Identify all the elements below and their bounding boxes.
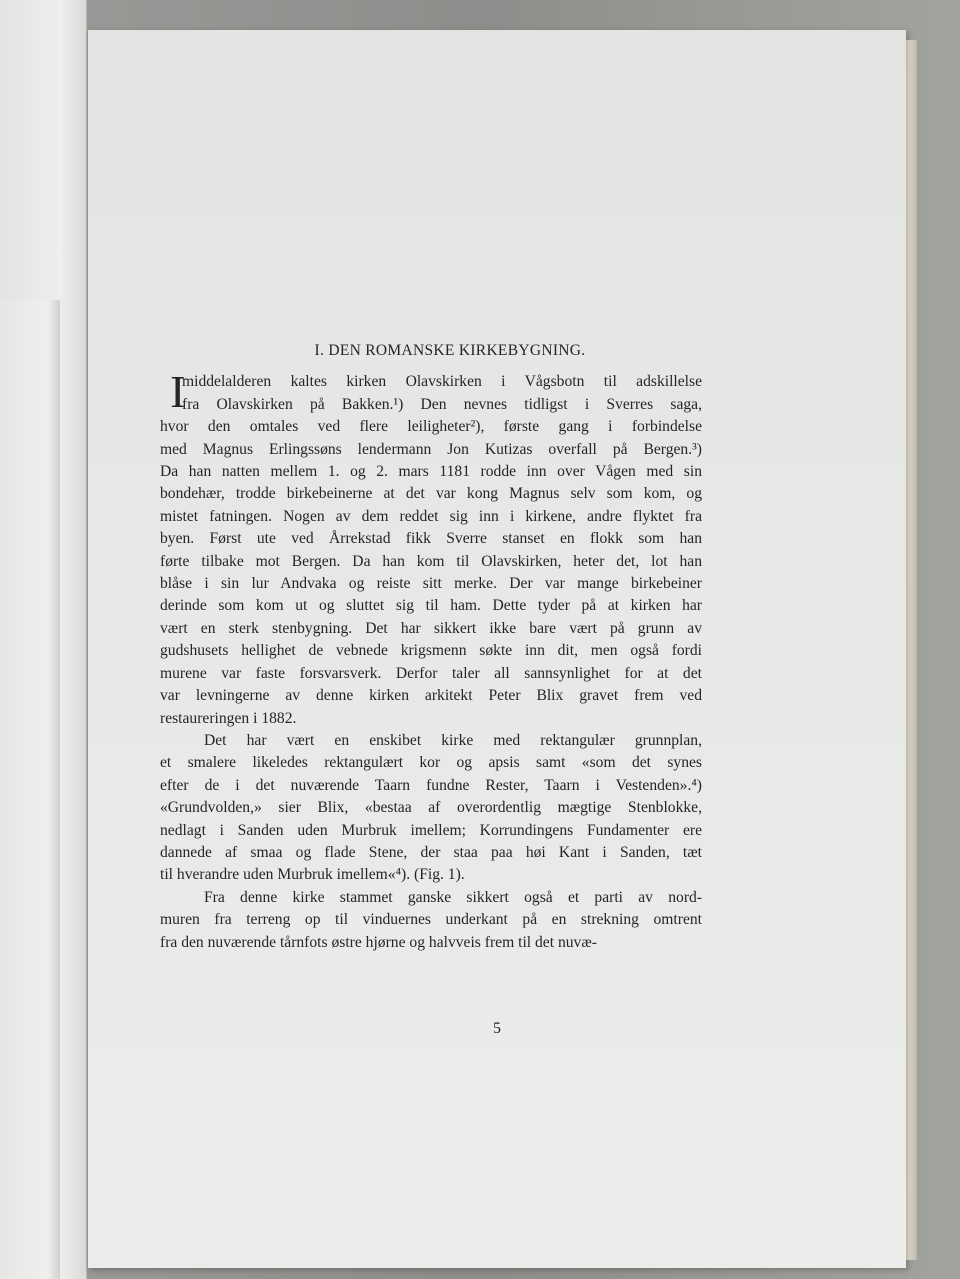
text-line: Det har vært en enskibet kirke med rektangulær grunnplan, <box>204 731 702 749</box>
text-line: muren fra terreng op til vinduernes underkant på en strekning omtrent <box>160 911 702 929</box>
text-line: et smalere likeledes rektangulært kor og apsis samt «som det synes <box>160 754 702 772</box>
paragraph-1 <box>160 366 702 730</box>
drop-cap: I <box>170 366 186 418</box>
text-line: med Magnus Erlingssøns lendermann Jon Kutizas overfall på Bergen.³) <box>160 440 702 458</box>
text-line: «Grundvolden,» sier Blix, «bestaa af overordentlig mægtige Stenblokke, <box>160 799 702 817</box>
text-line: restaureringen i 1882. <box>160 709 297 727</box>
text-line: fra Olavskirken på Bakken.¹) Den nevnes tidligst i Sverres saga, <box>182 395 702 413</box>
chapter-heading: I. DEN ROMANSKE KIRKEBYGNING. <box>314 342 586 359</box>
text-line: førte tilbake mot Bergen. Da han kom til Olavskirken, heter det, lot han <box>160 552 702 570</box>
text-line: middelalderen kaltes kirken Olavskirken i Vågsbotn til adskillelse <box>182 373 702 391</box>
text-line: var levningerne av denne kirken arkitekt Peter Blix gravet frem ved <box>160 687 702 705</box>
text-line: Fra denne kirke stammet ganske sikkert også et parti av nord- <box>204 888 702 906</box>
text-line: derinde som kom ut og sluttet sig til ham. Dette tyder på at kirken har <box>160 597 702 615</box>
paragraph-2 <box>160 730 702 887</box>
paragraph-3 <box>160 887 702 954</box>
text-line: dannede af smaa og flade Stene, der staa paa høi Kant i Sanden, tæt <box>160 843 702 861</box>
text-line: fra den nuværende tårnfots østre hjørne og halvveis frem til det nuvæ- <box>160 933 597 951</box>
text-line: bondehær, trodde birkebeinerne at det var kong Magnus selv som kom, og <box>160 485 702 503</box>
text-line: Da han natten mellem 1. og 2. mars 1181 rodde inn over Vågen med sin <box>160 463 702 481</box>
text-line: murene var faste forsvarsverk. Derfor taler all sannsynlighet for at det <box>160 664 702 682</box>
text-line: mistet fatningen. Nogen av dem reddet sig inn i kirkene, andre flyktet fra <box>160 507 702 525</box>
page-number: 5 <box>493 1020 501 1037</box>
text-line: byen. Først ute ved Årrekstad fikk Sverre stanset en flokk som han <box>160 530 702 548</box>
text-line: blåse i sin lur Andvaka og reiste sitt merke. Der var mange birkebeiner <box>160 575 702 593</box>
text-line: vært en sterk stenbygning. Det har sikkert ikke bare vært på grunn av <box>160 619 702 637</box>
text-line: gudshusets hellighet de vebnede krigsmenn søkte inn dit, men også fordi <box>160 642 702 660</box>
text-line: efter de i det nuværende Taarn fundne Rester, Taarn i Vestenden».⁴) <box>160 776 702 794</box>
text-line: til hverandre uden Murbruk imellem«⁴). (Fig. 1). <box>160 866 465 884</box>
text-line: nedlagt i Sanden uden Murbruk imellem; Korrundingens Fundamenter ere <box>160 821 702 839</box>
left-page-lower <box>0 300 60 1279</box>
text-block <box>160 340 702 954</box>
text-line: hvor den omtales ved flere leiligheter²), første gang i forbindelse <box>160 418 702 436</box>
